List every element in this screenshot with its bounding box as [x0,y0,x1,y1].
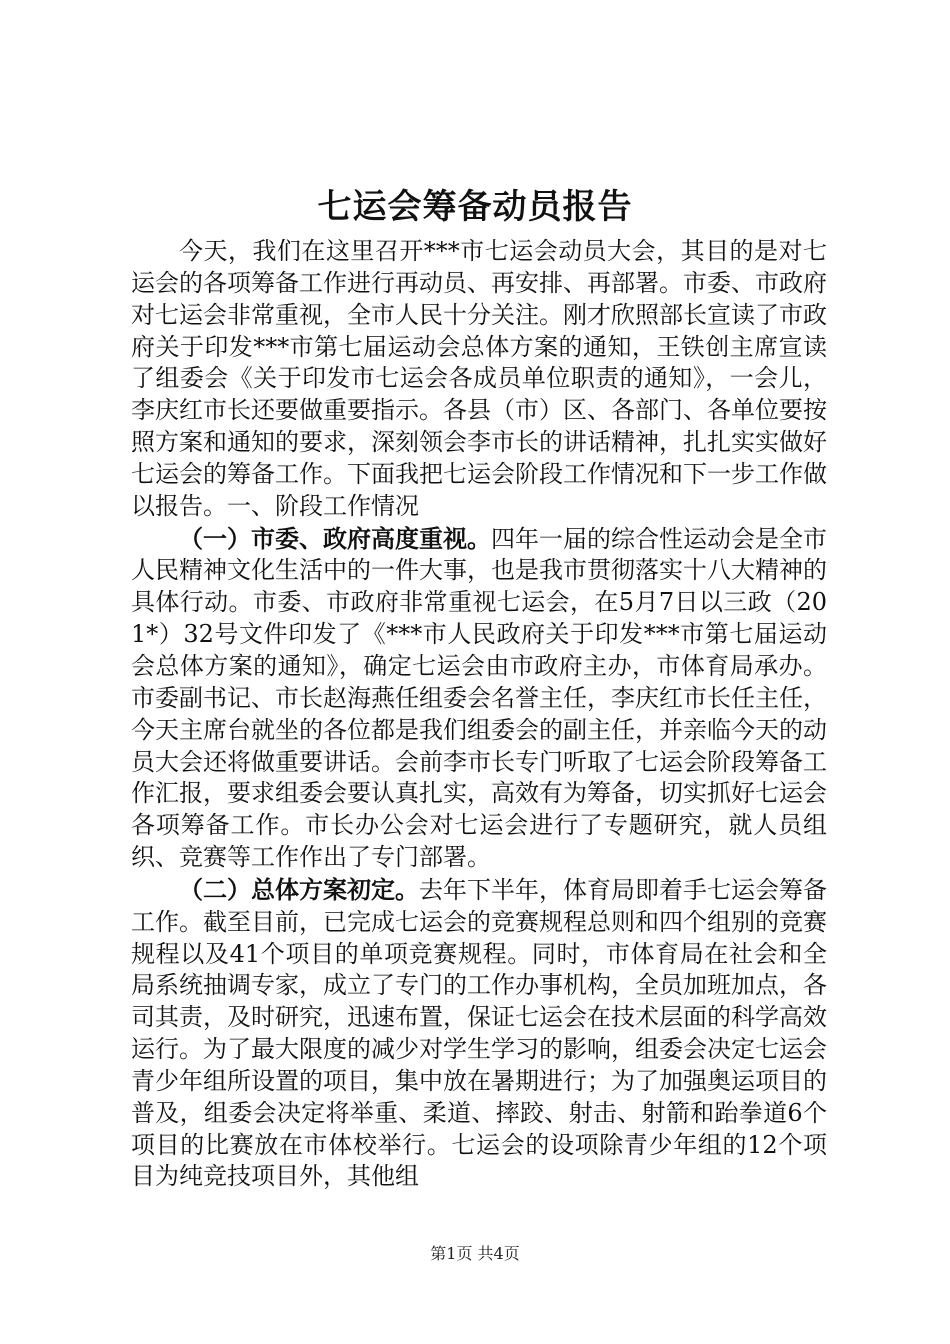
paragraph-intro [131,236,827,523]
document-title: 七运会筹备动员报告 [317,187,633,227]
section-text: 四年一届的综合性运动会是全市人民精神文化生活中的一件大事，也是我市贯彻落实十八大精神的具体行动。市委、市政府非常重视七运会，在5月7日以三政（201*）32号文件印发了《***市人民政府关于印发***市第七届运动会总体方案的通知》，确定七运会由市政府主办，市体育局承办。市委副书记、市长赵海燕任组委会名誉主任，李庆红市长任主任，今天主席台就坐的各位都是我们组委会的副主任，并亲临今天的动员大会还将做重要讲话。会前李市长专门听取了七运会阶段筹备工作汇报，要求组委会要认真扎实，高效有为筹备，切实抓好七运会各项筹备工作。市长办公会对七运会进行了专题研究，就人员组织、竞赛等工作作出了专门部署。 [131,524,827,872]
section-heading: （一）市委、政府高度重视。 [179,523,491,553]
paragraph-section-2 [131,874,827,1193]
paragraph-section-1 [131,523,827,874]
section-text: 去年下半年，体育局即着手七运会筹备工作。截至目前，已完成七运会的竞赛规程总则和四个组别的竞赛规程以及41个项目的单项竞赛规程。同时，市体育局在社会和全局系统抽调专家，成立了专门的工作办事机构，全员加班加点，各司其责，及时研究，迅速布置，保证七运会在技术层面的科学高效运行。为了最大限度的减少对学生学习的影响，组委会决定七运会青少年组所设置的项目，集中放在暑期进行；为了加强奥运项目的普及，组委会决定将举重、柔道、摔跤、射击、射箭和跆拳道6个项目的比赛放在市体校举行。七运会的设项除青少年组的12个项目为纯竞技项目外，其他组 [131,875,827,1191]
section-heading: （二）总体方案初定。 [179,874,419,904]
page-footer: 第1页 共4页 [430,1244,520,1263]
paragraph-intro-text: 今天，我们在这里召开***市七运会动员大会，其目的是对七运会的各项筹备工作进行再动员、再安排、再部署。市委、市政府对七运会非常重视，全市人民十分关注。刚才欣照部长宣读了市政府关于印发***市第七届运动会总体方案的通知，王铁创主席宣读了组委会《关于印发市七运会各成员单位职责的通知》，一会儿，李庆红市长还要做重要指示。各县（市）区、各部门、各单位要按照方案和通知的要求，深刻领会李市长的讲话精神，扎扎实实做好七运会的筹备工作。下面我把七运会阶段工作情况和下一步工作做以报告。一、阶段工作情况 [131,237,827,520]
document-body [131,236,827,1193]
